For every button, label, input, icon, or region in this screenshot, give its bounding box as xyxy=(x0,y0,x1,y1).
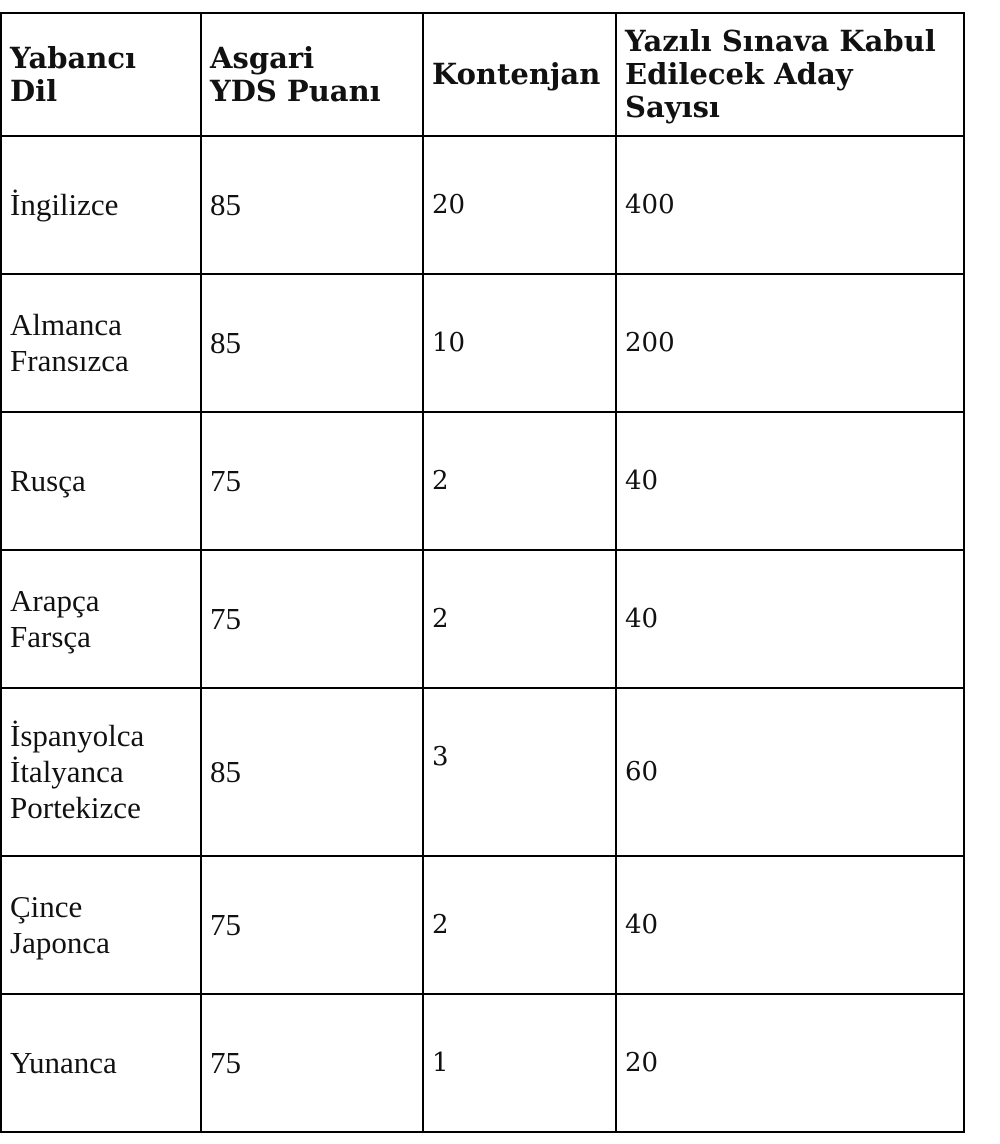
cell-candidates: 40 xyxy=(616,856,964,994)
cell-language: İngilizce xyxy=(1,136,201,274)
header-row xyxy=(1,13,964,136)
table-row xyxy=(1,274,964,412)
cell-language: Almanca Fransızca xyxy=(1,274,201,412)
header-quota: Kontenjan xyxy=(423,13,616,136)
cell-candidates: 200 xyxy=(616,274,964,412)
table-body xyxy=(1,136,964,1132)
language-quota-table xyxy=(0,12,965,1133)
table-row xyxy=(1,412,964,550)
cell-language: Yunanca xyxy=(1,994,201,1132)
cell-quota: 3 xyxy=(423,688,616,856)
cell-min-yds: 85 xyxy=(201,136,423,274)
cell-min-yds: 75 xyxy=(201,550,423,688)
table-row xyxy=(1,550,964,688)
cell-language: Çince Japonca xyxy=(1,856,201,994)
cell-quota: 2 xyxy=(423,856,616,994)
cell-candidates: 400 xyxy=(616,136,964,274)
table-header xyxy=(1,13,964,136)
cell-quota: 1 xyxy=(423,994,616,1132)
cell-candidates: 40 xyxy=(616,550,964,688)
header-min-yds-score: Asgari YDS Puanı xyxy=(201,13,423,136)
cell-candidates: 40 xyxy=(616,412,964,550)
cell-min-yds: 75 xyxy=(201,994,423,1132)
cell-language: Rusça xyxy=(1,412,201,550)
header-accepted-candidates: Yazılı Sınava Kabul Edilecek Aday Sayısı xyxy=(616,13,964,136)
table-row xyxy=(1,136,964,274)
cell-language: İspanyolca İtalyanca Portekizce xyxy=(1,688,201,856)
cell-language: Arapça Farsça xyxy=(1,550,201,688)
table-row xyxy=(1,688,964,856)
header-foreign-language: Yabancı Dil xyxy=(1,13,201,136)
cell-quota: 2 xyxy=(423,412,616,550)
cell-min-yds: 85 xyxy=(201,274,423,412)
cell-min-yds: 75 xyxy=(201,412,423,550)
cell-candidates: 20 xyxy=(616,994,964,1132)
cell-min-yds: 75 xyxy=(201,856,423,994)
cell-quota: 20 xyxy=(423,136,616,274)
table-row xyxy=(1,856,964,994)
cell-quota: 2 xyxy=(423,550,616,688)
cell-candidates: 60 xyxy=(616,688,964,856)
cell-quota: 10 xyxy=(423,274,616,412)
table-row xyxy=(1,994,964,1132)
cell-min-yds: 85 xyxy=(201,688,423,856)
